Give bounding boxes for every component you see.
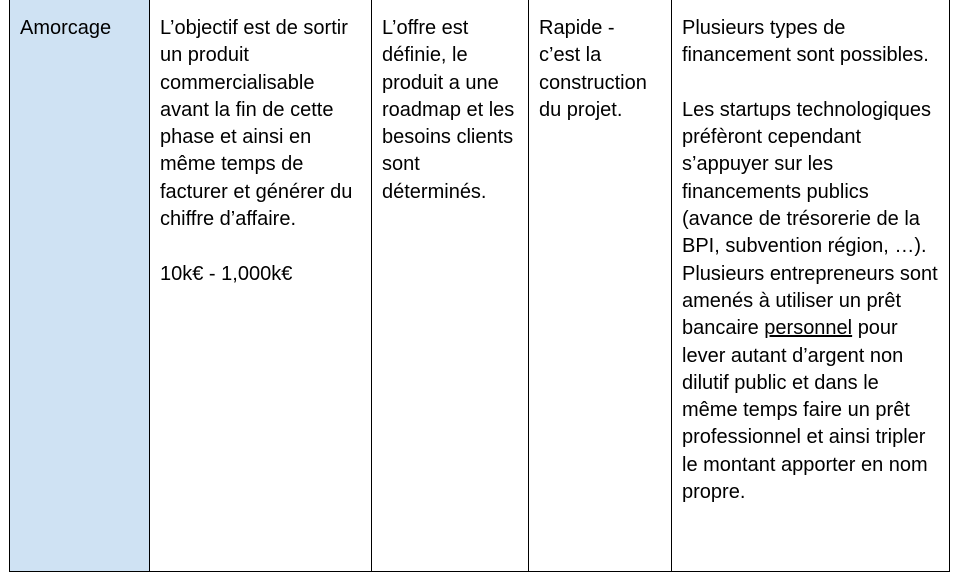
- funding-stage-table-fragment: [9, 0, 949, 572]
- state-cell: [372, 0, 529, 572]
- state-text: L’offre est définie, le produit a une roadmap et les besoins clients sont déterminés.: [382, 17, 515, 203]
- table-row: [10, 0, 950, 572]
- underlined-word: personnel: [764, 317, 853, 340]
- financing-detail-part2: pour lever autant d’argent non dilutif public et dans le même temps faire un prêt professionnel et ainsi tripler le montant apporter en nom propre.: [682, 317, 928, 504]
- phase-cell: [10, 0, 150, 572]
- objective-cell: [150, 0, 372, 572]
- objective-text: L’objectif est de sortir un produit commercialisable avant la fin de cette phase et ainsi en même temps de facturer et générer du chiffre d’affaire.: [160, 17, 353, 231]
- amount-range: 10k€ - 1,000k€: [160, 262, 293, 285]
- financing-detail: [682, 97, 939, 506]
- pace-text: Rapide - c’est la construction du projet.: [539, 17, 647, 121]
- financing-intro: Plusieurs types de financement sont possibles.: [682, 17, 929, 67]
- financing-cell: [672, 0, 950, 572]
- pace-cell: [529, 0, 672, 572]
- funding-stage-table: [9, 0, 950, 572]
- financing-detail-part1: Les startups technologiques préfèront cependant s’appuyer sur les financements publics (avance de trésorerie de la BPI, subvention région, …). Plusieurs entrepreneurs sont amenés à utiliser un prêt bancaire: [682, 98, 938, 340]
- phase-name: Amorcage: [20, 17, 112, 39]
